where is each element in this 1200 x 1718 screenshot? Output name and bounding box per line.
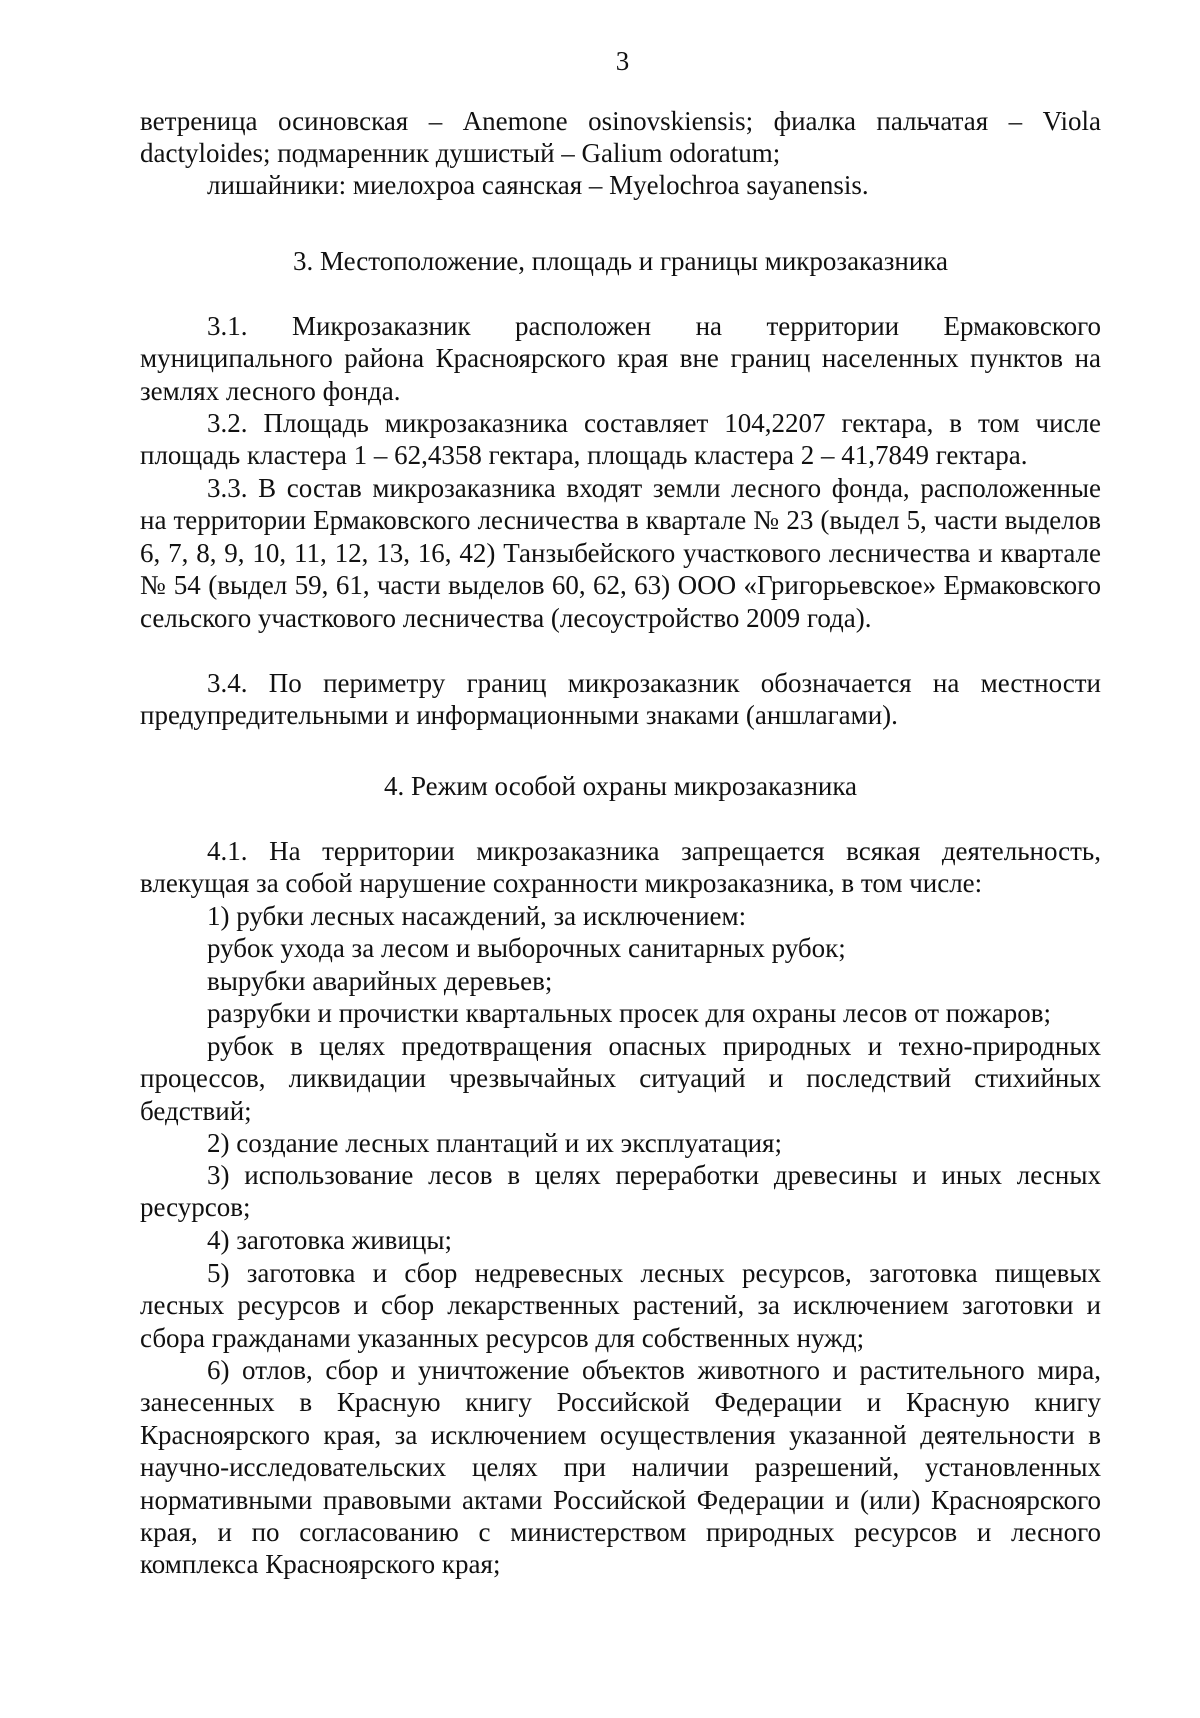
list-subitem-1c: разрубки и прочистки квартальных просек для охраны лесов от пожаров;	[207, 998, 1051, 1028]
paragraph-3-3: 3.3. В состав микрозаказника входят земли лесного фонда, расположенные на территории Ермаковского лесничества в квартале № 23 (выдел 5, части выделов 6, 7, 8, 9, 10, 11, 12, 13, 16, 42) Танзыбейского участкового лесничества и квартале № 54 (выдел 59, 61, части выделов 60, 62, 63) ООО «Григорьевское» Ермаковского сельского участкового лесничества (лесоустройство 2009 года).	[140, 473, 1101, 633]
page-number: 3	[615, 46, 630, 76]
paragraph-4-1: 4.1. На территории микрозаказника запрещается всякая деятельность, влекущая за собой нарушение сохранности микрозаказника, в том числе:	[140, 836, 1101, 899]
list-item-2: 2) создание лесных плантаций и их эксплуатация;	[207, 1128, 782, 1158]
paragraph-3-4: 3.4. По периметру границ микрозаказник обозначается на местности предупредительными и информационными знаками (аншлагами).	[140, 668, 1101, 731]
paragraph-3-2: 3.2. Площадь микрозаказника составляет 104,2207 гектара, в том числе площадь кластера 1 – 62,4358 гектара, площадь кластера 2 – 41,7849 гектара.	[140, 408, 1101, 471]
list-item-6: 6) отлов, сбор и уничтожение объектов животного и растительного мира, занесенных в Красную книгу Российской Федерации и Красную книгу Красноярского края, за исключением осуществления указанной деятельности в научно-исследовательских целях при наличии разрешений, установленных нормативными правовыми актами Российской Федерации и (или) Красноярского края, и по согласованию с министерством природных ресурсов и лесного комплекса Красноярского края;	[140, 1355, 1101, 1580]
species-continuation-paragraph: ветреница осиновская – Anemone osinovskiensis; фиалка пальчатая – Viola dactyloides; подмаренник душистый – Galium odoratum;	[140, 106, 1101, 169]
list-item-5: 5) заготовка и сбор недревесных лесных ресурсов, заготовка пищевых лесных ресурсов и сбор лекарственных растений, за исключением заготовки и сбора гражданами указанных ресурсов для собственных нужд;	[140, 1258, 1101, 1353]
list-subitem-1d: рубок в целях предотвращения опасных природных и техно-природных процессов, ликвидации чрезвычайных ситуаций и последствий стихийных бедствий;	[140, 1031, 1101, 1126]
section-3-heading: 3. Местоположение, площадь и границы микрозаказника	[292, 246, 949, 276]
list-item-4: 4) заготовка живицы;	[207, 1225, 452, 1255]
list-subitem-1a: рубок ухода за лесом и выборочных санитарных рубок;	[207, 933, 846, 963]
list-subitem-1b: вырубки аварийных деревьев;	[207, 966, 553, 996]
list-item-3: 3) использование лесов в целях переработки древесины и иных лесных ресурсов;	[140, 1160, 1101, 1223]
list-item-1: 1) рубки лесных насаждений, за исключением:	[207, 901, 747, 931]
section-4-heading: 4. Режим особой охраны микрозаказника	[383, 771, 858, 801]
lichens-line: лишайники: миелохроа саянская – Myelochroa sayanensis.	[207, 170, 869, 200]
paragraph-3-1: 3.1. Микрозаказник расположен на территории Ермаковского муниципального района Красноярского края вне границ населенных пунктов на землях лесного фонда.	[140, 311, 1101, 406]
